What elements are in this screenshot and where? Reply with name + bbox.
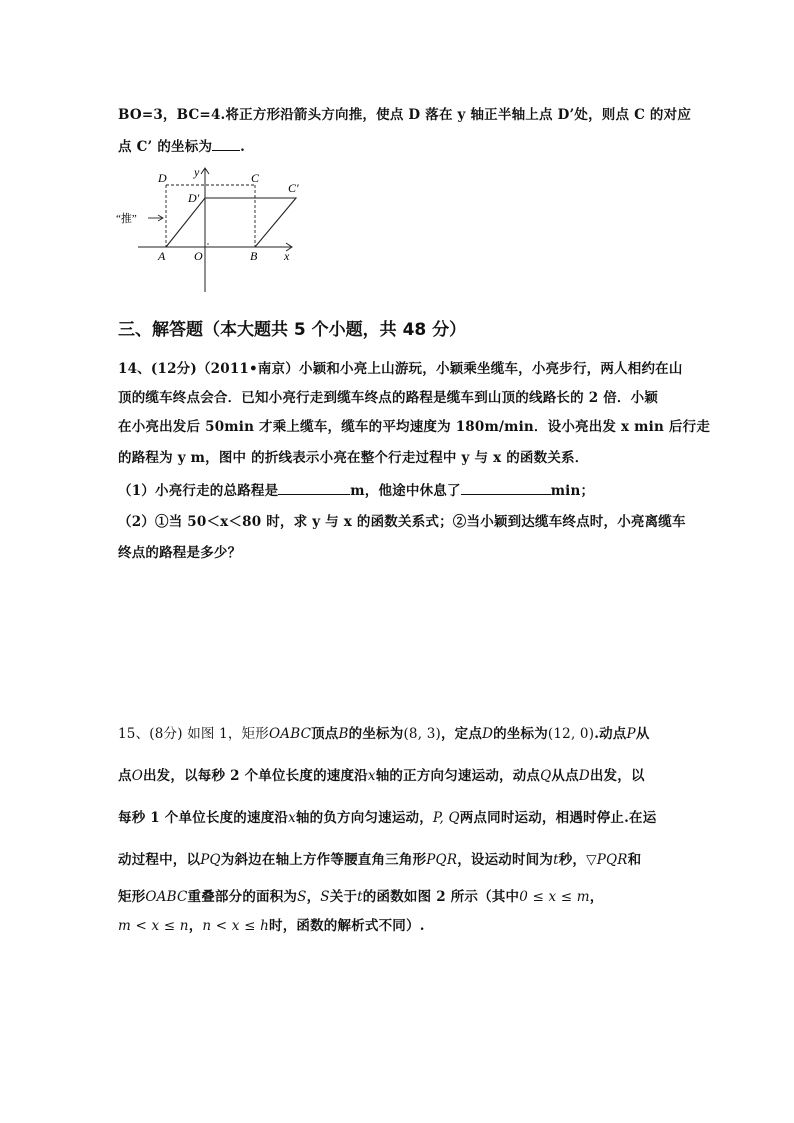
q15-l2-g: 从点 xyxy=(551,768,579,784)
q15-l2-h: D xyxy=(578,768,590,784)
figure-label-B: B xyxy=(250,249,258,263)
q14-part1-text-c: min； xyxy=(550,483,595,499)
q15-l5-c: 重叠部分的面积为 xyxy=(187,889,298,905)
section-three-heading: 三、解答题（本大题共 5 个小题，共 48 分） xyxy=(118,320,467,340)
q15-l1-k: .动点 xyxy=(594,726,627,742)
q15-line1 xyxy=(118,722,650,742)
q15-l5-e: ， xyxy=(306,889,321,905)
q15-l4-d: PQR xyxy=(426,852,458,868)
q15-l2-b: O xyxy=(131,768,143,784)
q15-l2-a: 点 xyxy=(118,768,132,784)
q13-text-line2 xyxy=(118,135,245,155)
q15-line5 xyxy=(118,885,604,905)
figure-label-C: C xyxy=(251,171,260,185)
q14-total-distance-blank[interactable] xyxy=(278,482,350,495)
q15-l5-h: t xyxy=(357,889,363,905)
q13-text-line1: BO=3，BC=4.将正方形沿箭头方向推，使点 D 落在 y 轴正半轴上点 D’处，则点 C 的对应 xyxy=(118,107,692,123)
q14-line4: 的路程为 y m，图中 的折线表示小亮在整个行走过程中 y 与 x 的函数关系． xyxy=(118,450,589,466)
q15-l2-f: Q xyxy=(540,768,552,784)
q15-l1-d: B xyxy=(338,726,349,742)
q15-l3-b: x xyxy=(288,810,296,826)
q15-l1-g: ，定点 xyxy=(440,726,483,742)
q15-l4-b: PQ xyxy=(200,852,221,868)
q15-l1-h: D xyxy=(482,726,494,742)
q15-l5-a: 矩形 xyxy=(118,889,146,905)
q15-l1-l: P xyxy=(626,726,636,742)
q15-line3 xyxy=(118,806,656,826)
q13-answer-prompt: 点 C’ 的坐标为 xyxy=(118,139,213,155)
q15-l1-j: (12, 0) xyxy=(547,726,595,742)
q14-part1 xyxy=(118,479,594,499)
q15-l4-i: 和 xyxy=(627,852,642,868)
q15-l1-c: 顶点 xyxy=(311,726,339,742)
figure-label-y: y xyxy=(194,165,200,179)
q14-part1-text-b: m，他途中休息了 xyxy=(350,483,461,499)
q14-part2-line1: （2）①当 50＜x＜80 时，求 y 与 x 的函数关系式；②当小颖到达缆车终点时，小亮离缆车 xyxy=(118,514,686,530)
q15-l5-d: S xyxy=(297,889,307,905)
figure-label-O: O xyxy=(194,249,203,263)
q15-line6 xyxy=(118,914,425,934)
q15-l4-a: 动过程中，以 xyxy=(118,852,201,868)
q13-period: . xyxy=(240,139,246,155)
q15-l5-g: 关于 xyxy=(329,889,358,905)
q15-l1-e: 的坐标为 xyxy=(348,726,404,742)
q15-l6-a: m < x ≤ n xyxy=(118,918,189,934)
q15-l5-b: OABC xyxy=(145,889,188,905)
figure-push-label: “推” xyxy=(116,213,137,225)
q15-l6-b: ， xyxy=(188,918,203,934)
q15-l4-h: ▽PQR xyxy=(586,852,628,868)
q14-line3: 在小亮出发后 50min 才乘上缆车，缆车的平均速度为 180m/min．设小亮出发 x min 后行走 xyxy=(118,419,711,435)
figure-label-A: A xyxy=(158,249,166,263)
pushed-parallelogram xyxy=(166,198,296,247)
parallelogram-push-figure xyxy=(110,160,310,300)
q15-l5-i: 的函数如图 2 所示（其中 xyxy=(362,889,520,905)
q15-l2-e: 轴的正方向匀速运动，动点 xyxy=(375,768,541,784)
q15-l4-e: ，设运动时间为 xyxy=(457,852,554,868)
q15-l5-f: S xyxy=(320,889,330,905)
q15-l3-e: 两点同时运动，相遇时停止.在运 xyxy=(459,810,657,826)
q15-l5-k: ， xyxy=(589,889,604,905)
q15-l2-d: x xyxy=(367,768,376,784)
q15-l1-m: 从 xyxy=(635,726,650,742)
q15-l4-f: t xyxy=(553,852,559,868)
q14-line2: 顶的缆车终点会合．已知小亮行走到缆车终点的路程是缆车到山顶的线路长的 2 倍．小颖 xyxy=(118,390,658,406)
q15-l1-b: OABC xyxy=(268,726,312,742)
q15-l1-a: 15、(8分) 如图 1，矩形 xyxy=(118,726,269,742)
figure-label-Cprime: C′ xyxy=(288,181,299,195)
q15-l1-f: (8, 3) xyxy=(403,726,441,742)
push-arrow xyxy=(148,215,163,221)
q15-l2-c: 出发，以每秒 2 个单位长度的速度沿 xyxy=(142,768,368,784)
q15-l3-a: 每秒 1 个单位长度的速度沿 xyxy=(118,810,289,826)
q15-l3-d: P, Q xyxy=(432,810,460,826)
q15-l3-c: 轴的负方向匀速运动， xyxy=(295,810,433,826)
q15-l5-j: 0 ≤ x ≤ m xyxy=(519,889,590,905)
q14-part1-text-a: （1）小亮行走的总路程是 xyxy=(118,483,279,499)
q15-line4 xyxy=(118,848,641,868)
q15-l4-c: 为斜边在轴上方作等腰直角三角形 xyxy=(220,852,427,868)
q13-answer-blank[interactable] xyxy=(212,138,240,151)
figure-label-x: x xyxy=(284,249,290,263)
q15-l2-i: 出发，以 xyxy=(589,768,645,784)
q15-l6-d: 时，函数的解析式不同）. xyxy=(269,918,425,934)
q15-l1-i: 的坐标为 xyxy=(493,726,548,742)
figure-label-D: D xyxy=(158,171,167,185)
q15-line2 xyxy=(118,764,645,784)
q14-line1: 14、(12分)（2011•南京）小颖和小亮上山游玩，小颖乘坐缆车，小亮步行，两人相约在山 xyxy=(118,361,683,377)
q15-l4-g: 秒， xyxy=(558,852,587,868)
q15-l6-c: n < x ≤ h xyxy=(202,918,269,934)
figure-label-Dprime: D′ xyxy=(188,191,200,205)
q14-part2-line2: 终点的路程是多少？ xyxy=(118,545,242,561)
original-square-dashed xyxy=(166,185,255,247)
q14-rest-time-blank[interactable] xyxy=(461,482,551,495)
